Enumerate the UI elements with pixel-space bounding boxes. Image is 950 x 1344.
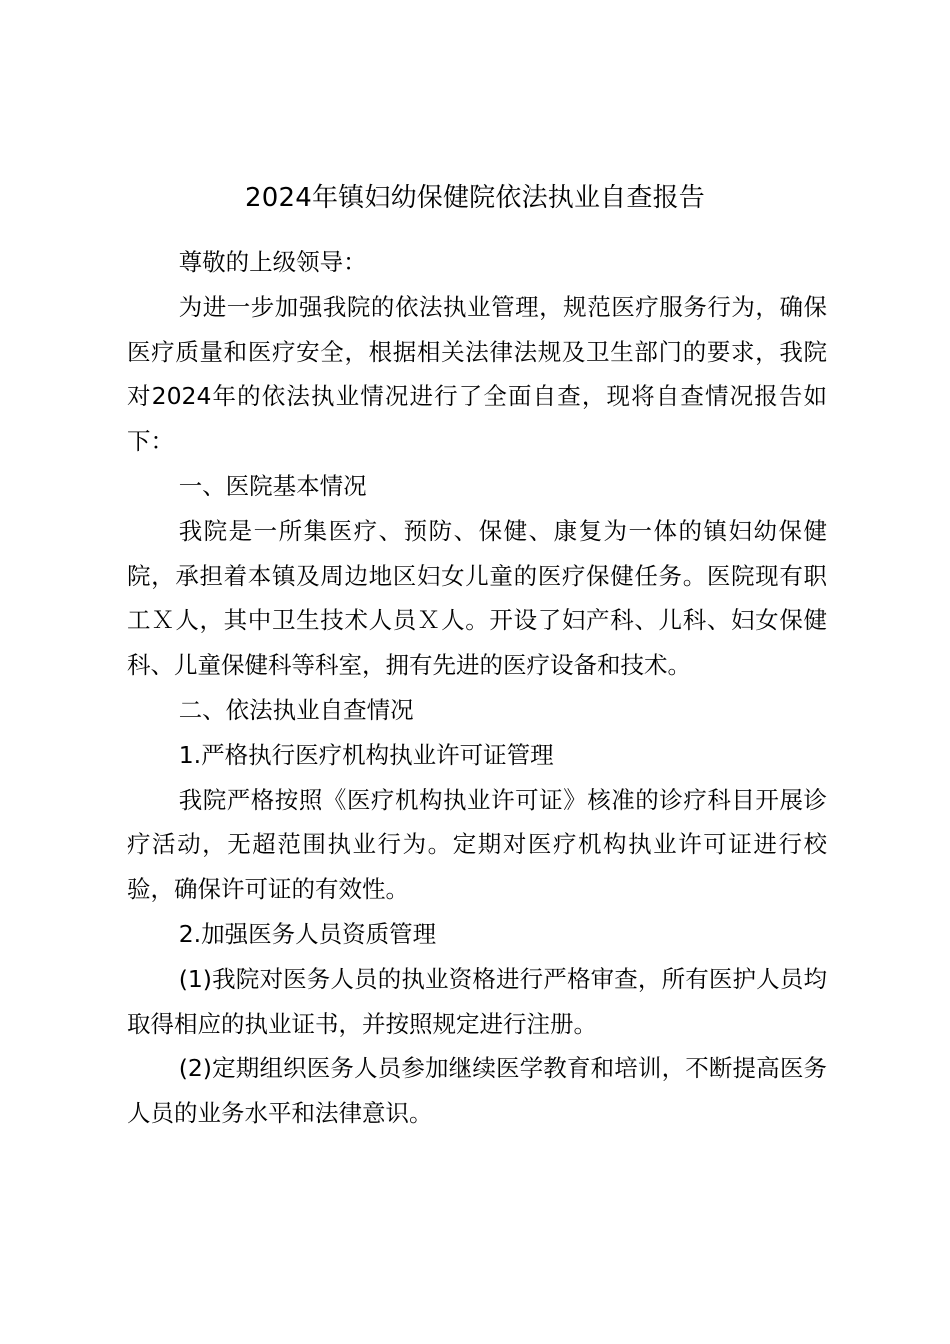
- license-management-paragraph: 我院严格按照《医疗机构执业许可证》核准的诊疗科目开展诊疗活动，无超范围执业行为。定期对医疗机构执业许可证进行校验，确保许可证的有效性。: [127, 785, 827, 904]
- document-body: [127, 240, 827, 1136]
- section-heading-self-inspection: 二、依法执业自查情况: [178, 695, 414, 724]
- document-title: 2024年镇妇幼保健院依法执业自查报告: [245, 183, 705, 213]
- subheading-license-management: 1.严格执行医疗机构执业许可证管理: [178, 740, 554, 769]
- staff-qualification-item-1: (1)我院对医务人员的执业资格进行严格审查，所有医护人员均取得相应的执业证书，并按照规定进行注册。: [127, 964, 827, 1038]
- intro-paragraph: 为进一步加强我院的依法执业管理，规范医疗服务行为，确保医疗质量和医疗安全，根据相关法律法规及卫生部门的要求，我院对2024年的依法执业情况进行了全面自查，现将自查情况报告如下：: [127, 292, 827, 456]
- staff-qualification-item-2: (2)定期组织医务人员参加继续医学教育和培训，不断提高医务人员的业务水平和法律意识。: [127, 1054, 827, 1128]
- hospital-overview-paragraph: 我院是一所集医疗、预防、保健、康复为一体的镇妇幼保健院，承担着本镇及周边地区妇女儿童的医疗保健任务。医院现有职工Ｘ人，其中卫生技术人员Ｘ人。开设了妇产科、儿科、妇女保健科、儿童保健科等科室，拥有先进的医疗设备和技术。: [127, 516, 827, 680]
- subheading-staff-qualification: 2.加强医务人员资质管理: [178, 919, 437, 948]
- salutation: 尊敬的上级领导：: [178, 248, 367, 276]
- section-heading-hospital-overview: 一、医院基本情况: [178, 471, 367, 500]
